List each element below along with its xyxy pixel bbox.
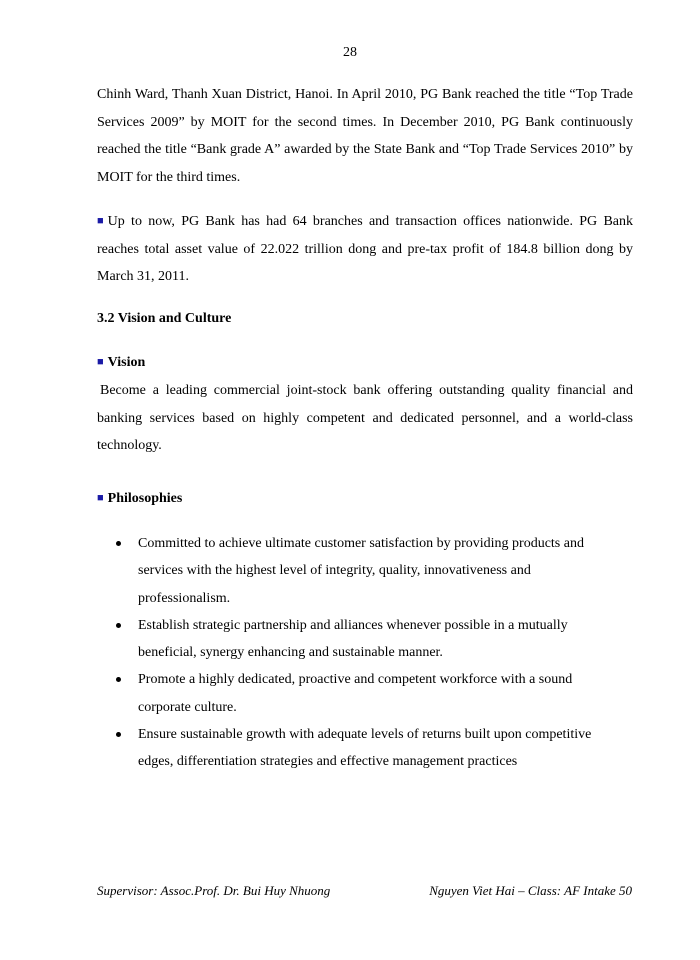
- vision-text: Become a leading commercial joint-stock bank offering outstanding quality financial and banking services based on highly competent and dedicated personnel, and a world-class technology.: [97, 383, 633, 453]
- list-item-text: Ensure sustainable growth with adequate levels of returns built upon competitive edges, differentiation strategies and effective management practices: [138, 727, 592, 770]
- vision-heading-label: Vision: [107, 355, 146, 370]
- paragraph-awards-text: Chinh Ward, Thanh Xuan District, Hanoi. In April 2010, PG Bank reached the title “Top Trade Services 2009” by MOIT for the second times. In December 2010, PG Bank continuously reached the title “Bank grade A” awarded by the State Bank and “Top Trade Services 2010” by MOIT for the third times.: [97, 87, 633, 185]
- page-number: 28: [343, 45, 357, 60]
- list-item: [112, 612, 622, 667]
- list-item-text: Promote a highly dedicated, proactive and competent workforce with a sound corporate culture.: [138, 672, 573, 715]
- footer-supervisor: Supervisor: Assoc.Prof. Dr. Bui Huy Nhuong: [97, 883, 331, 898]
- philosophies-heading: [97, 491, 182, 507]
- bullet-dot-icon: [116, 732, 121, 737]
- paragraph-branches: [97, 208, 633, 291]
- list-item-text: Establish strategic partnership and alliances whenever possible in a mutually beneficial, synergy enhancing and sustainable manner.: [138, 617, 568, 661]
- list-item: [112, 666, 622, 721]
- bullet-dot-icon: [116, 623, 121, 628]
- list-item-text: Committed to achieve ultimate customer satisfaction by providing products and services with the highest level of integrity, quality, innovativeness and professionalism.: [138, 536, 584, 606]
- paragraph-branches-text: Up to now, PG Bank has had 64 branches and transaction offices nationwide. PG Bank reaches total asset value of 22.022 trillion dong and pre-tax profit of 184.8 billion dong by March 31, 2011.: [97, 214, 633, 284]
- square-bullet-icon: ■: [97, 215, 104, 227]
- list-item: [112, 530, 622, 612]
- vision-heading: [97, 355, 145, 371]
- philosophies-heading-label: Philosophies: [107, 491, 183, 506]
- bullet-dot-icon: [116, 541, 121, 546]
- paragraph-awards: [97, 81, 633, 191]
- square-bullet-icon: ■: [97, 492, 104, 504]
- section-title: 3.2 Vision and Culture: [97, 311, 232, 326]
- philosophies-list: [112, 530, 622, 776]
- square-bullet-icon: ■: [97, 356, 104, 368]
- bullet-dot-icon: [116, 677, 121, 682]
- footer-author: Nguyen Viet Hai – Class: AF Intake 50: [429, 883, 632, 898]
- list-item: [112, 721, 622, 776]
